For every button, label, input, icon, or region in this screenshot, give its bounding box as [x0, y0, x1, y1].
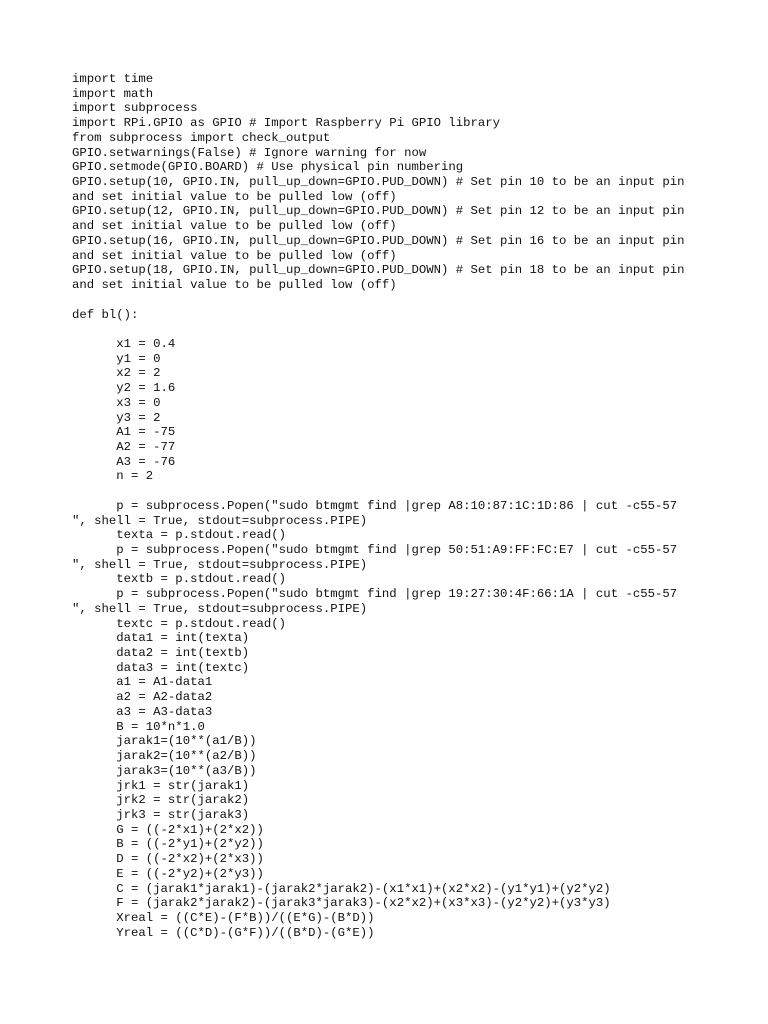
code-line: x3 = 0: [72, 395, 161, 410]
code-line: F = (jarak2*jarak2)-(jarak3*jarak3)-(x2*x2)+(x3*x3)-(y2*y2)+(y3*y3): [72, 896, 611, 911]
code-line: jarak2=(10**(a2/B)): [72, 749, 257, 764]
code-line: y3 = 2: [72, 410, 161, 425]
code-line: jrk3 = str(jarak3): [72, 807, 250, 822]
code-line: C = (jarak1*jarak1)-(jarak2*jarak2)-(x1*x1)+(x2*x2)-(y1*y1)+(y2*y2): [72, 881, 611, 896]
code-line: y2 = 1.6: [72, 381, 176, 396]
code-line: import time: [72, 72, 154, 86]
code-listing: [72, 72, 732, 940]
code-line: GPIO.setup(16, GPIO.IN, pull_up_down=GPIO.PUD_DOWN) # Set pin 16 to be an input pin: [72, 233, 685, 248]
code-line: B = 10*n*1.0: [72, 719, 205, 734]
code-line: y1 = 0: [72, 351, 161, 366]
code-line: textb = p.stdout.read(): [72, 572, 287, 587]
code-line: jarak1=(10**(a1/B)): [72, 734, 257, 749]
code-line: A3 = -76: [72, 454, 176, 469]
code-line: A2 = -77: [72, 439, 176, 454]
code-line: data2 = int(textb): [72, 646, 250, 661]
code-line: E = ((-2*y2)+(2*y3)): [72, 866, 264, 881]
code-line: GPIO.setup(18, GPIO.IN, pull_up_down=GPIO.PUD_DOWN) # Set pin 18 to be an input pin: [72, 263, 685, 278]
code-line: textc = p.stdout.read(): [72, 616, 287, 631]
code-line: ", shell = True, stdout=subprocess.PIPE): [72, 601, 368, 616]
code-line: GPIO.setmode(GPIO.BOARD) # Use physical pin numbering: [72, 160, 464, 175]
code-line: p = subprocess.Popen("sudo btmgmt find |grep 19:27:30:4F:66:1A | cut -c55-57: [72, 587, 678, 602]
code-line: jrk2 = str(jarak2): [72, 793, 250, 808]
code-line: jarak3=(10**(a3/B)): [72, 763, 257, 778]
code-line: texta = p.stdout.read(): [72, 528, 287, 543]
code-line: Xreal = ((C*E)-(F*B))/((E*G)-(B*D)): [72, 910, 375, 925]
code-line: data1 = int(texta): [72, 631, 250, 646]
code-line: def bl():: [72, 307, 139, 322]
code-line: B = ((-2*y1)+(2*y2)): [72, 837, 264, 852]
code-line: GPIO.setup(12, GPIO.IN, pull_up_down=GPIO.PUD_DOWN) # Set pin 12 to be an input pin: [72, 204, 685, 219]
code-line: data3 = int(textc): [72, 660, 250, 675]
code-line: [72, 484, 732, 499]
code-line: A1 = -75: [72, 425, 176, 440]
code-line: a2 = A2-data2: [72, 690, 213, 705]
code-line: G = ((-2*x1)+(2*x2)): [72, 822, 264, 837]
code-line: import subprocess: [72, 101, 198, 116]
code-line: and set initial value to be pulled low (off): [72, 248, 397, 263]
code-line: and set initial value to be pulled low (off): [72, 278, 397, 293]
code-line: jrk1 = str(jarak1): [72, 778, 250, 793]
code-line: GPIO.setwarnings(False) # Ignore warning for now: [72, 145, 427, 160]
code-line: from subprocess import check_output: [72, 130, 331, 145]
code-line: x1 = 0.4: [72, 336, 176, 351]
code-line: and set initial value to be pulled low (off): [72, 219, 397, 234]
code-line: import RPi.GPIO as GPIO # Import Raspberry Pi GPIO library: [72, 116, 501, 131]
code-line: Yreal = ((C*D)-(G*F))/((B*D)-(G*E)): [72, 925, 375, 940]
code-line: x2 = 2: [72, 366, 161, 381]
code-line: D = ((-2*x2)+(2*x3)): [72, 852, 264, 867]
code-line: [72, 322, 732, 337]
code-line: GPIO.setup(10, GPIO.IN, pull_up_down=GPIO.PUD_DOWN) # Set pin 10 to be an input pin: [72, 175, 685, 190]
code-line: and set initial value to be pulled low (off): [72, 189, 397, 204]
code-line: ", shell = True, stdout=subprocess.PIPE): [72, 557, 368, 572]
code-line: import math: [72, 86, 154, 101]
code-line: p = subprocess.Popen("sudo btmgmt find |grep 50:51:A9:FF:FC:E7 | cut -c55-57: [72, 543, 678, 557]
code-line: a1 = A1-data1: [72, 675, 213, 690]
code-line: [72, 293, 732, 308]
code-line: a3 = A3-data3: [72, 704, 213, 719]
code-line: ", shell = True, stdout=subprocess.PIPE): [72, 513, 368, 528]
code-line: n = 2: [72, 469, 154, 484]
code-line: p = subprocess.Popen("sudo btmgmt find |grep A8:10:87:1C:1D:86 | cut -c55-57: [72, 498, 678, 513]
